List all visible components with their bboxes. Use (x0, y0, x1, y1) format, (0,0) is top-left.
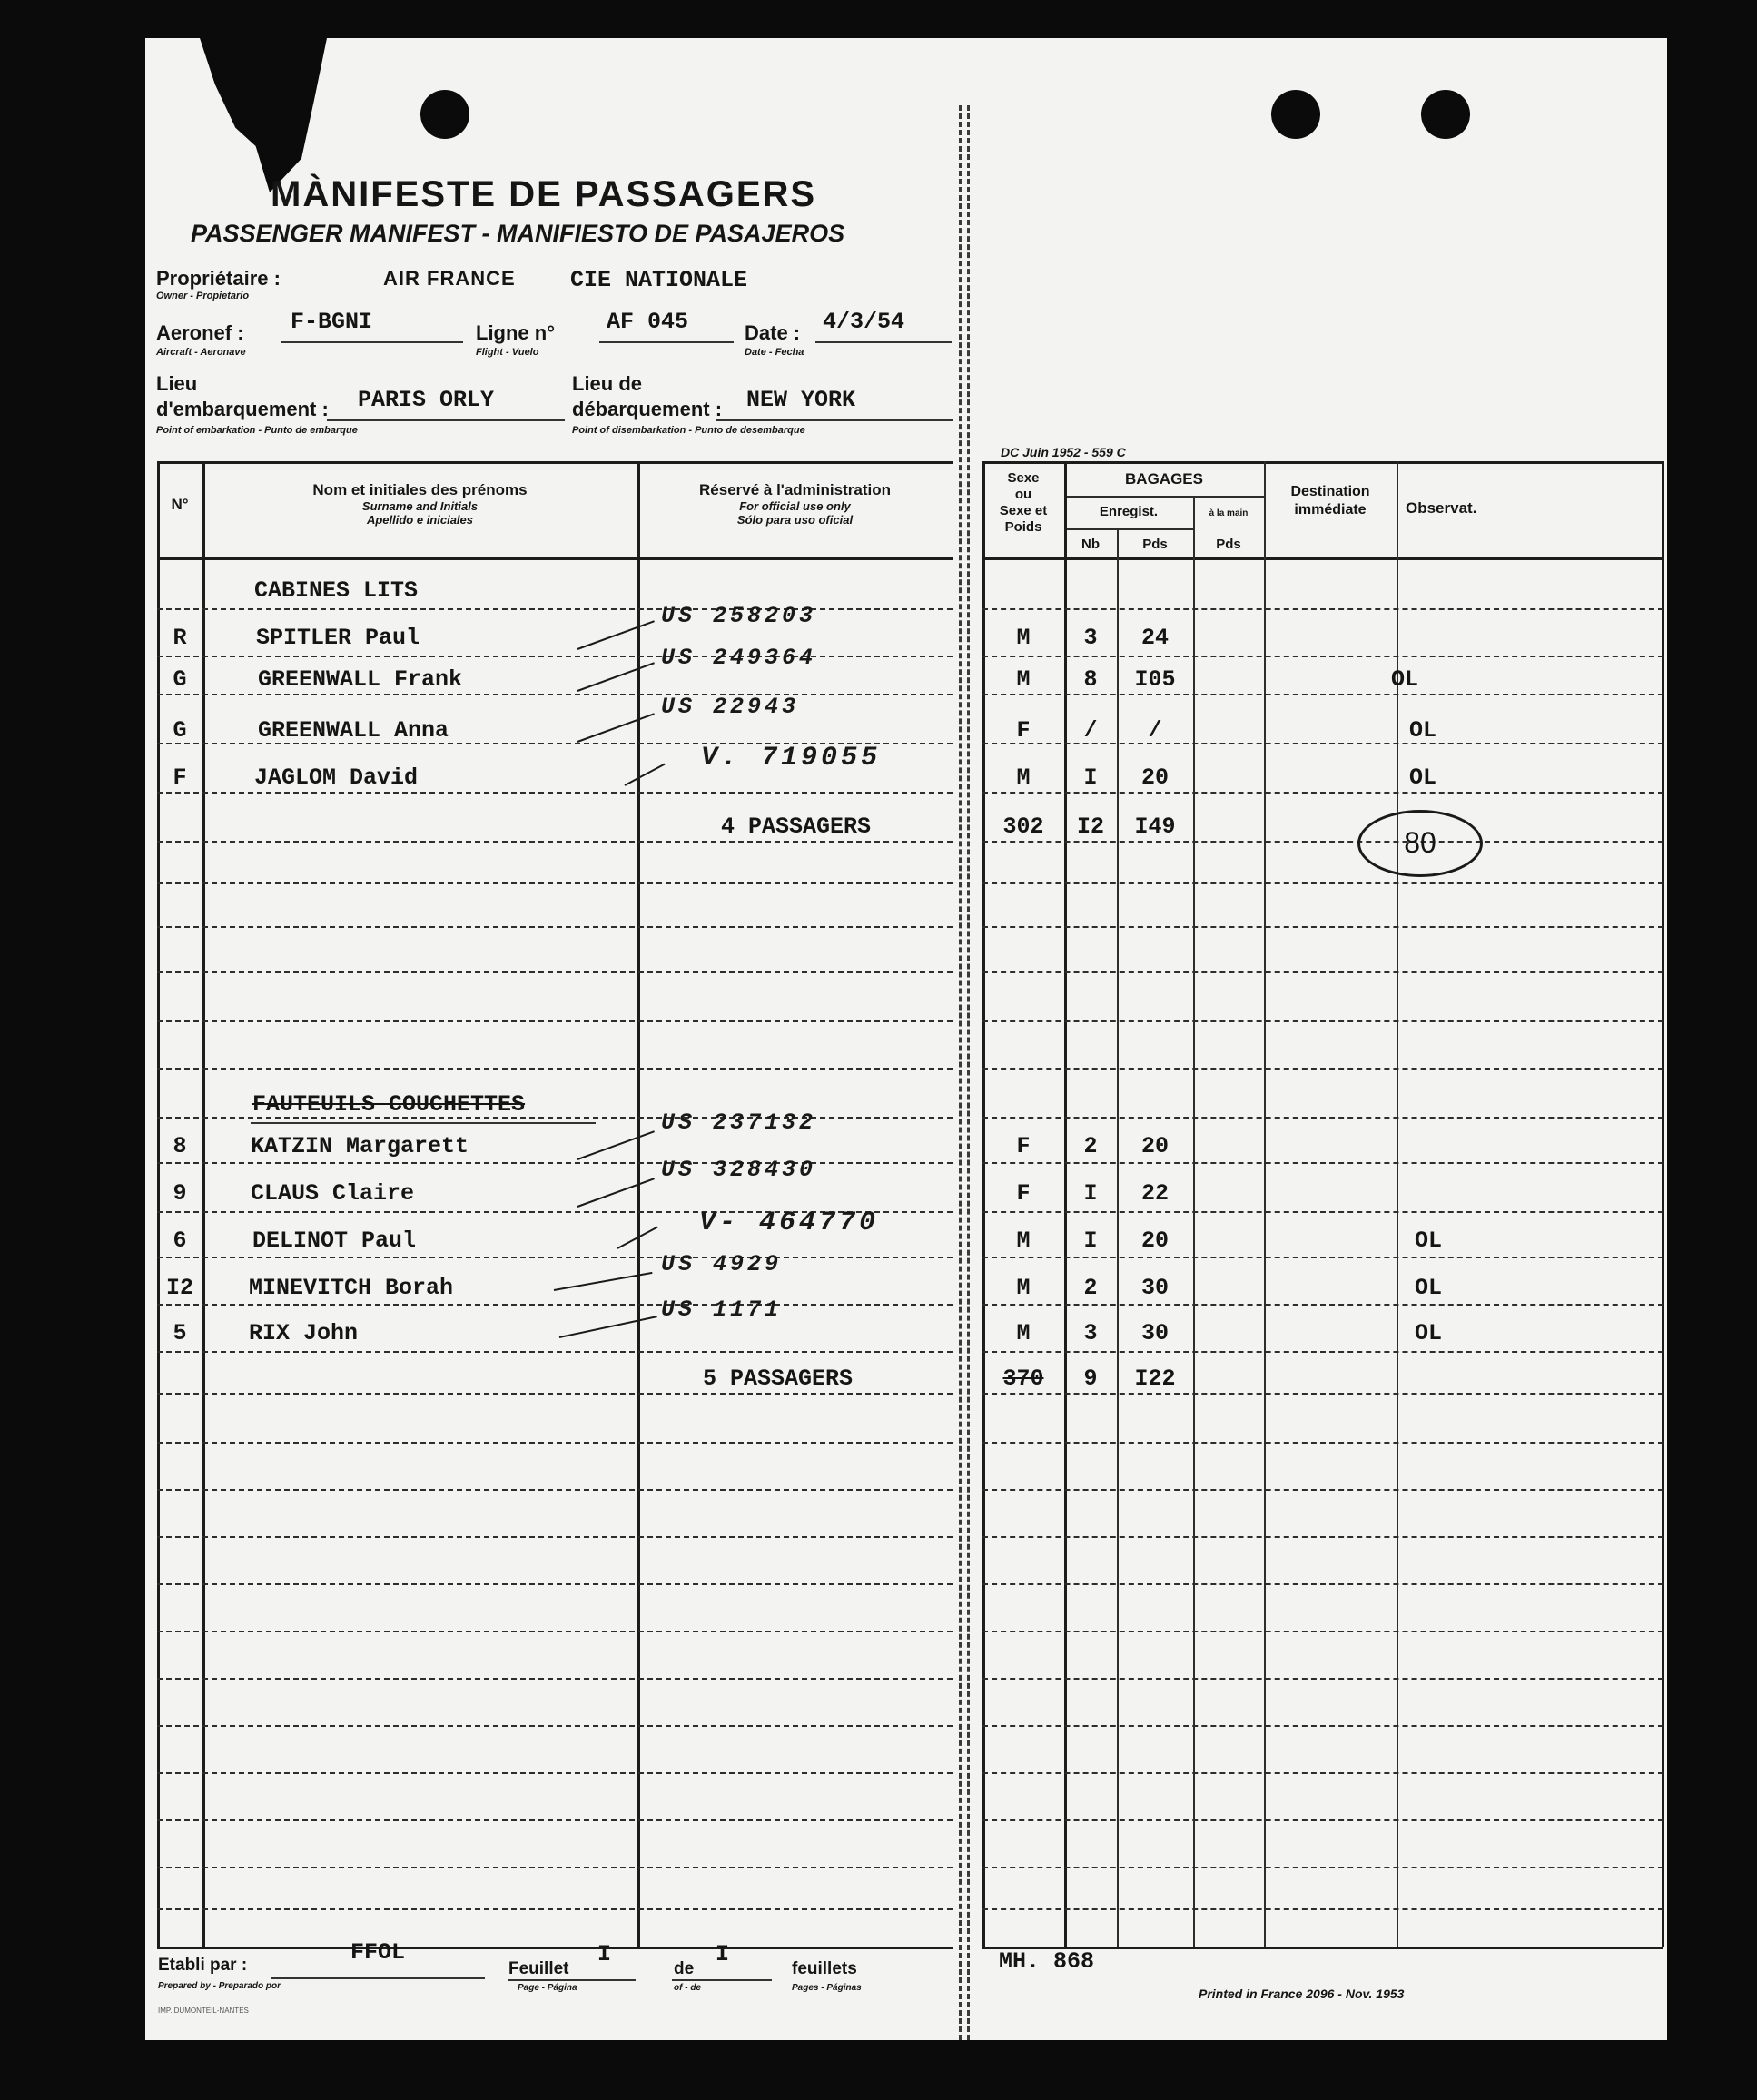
feuillet-value: I (597, 1941, 612, 1967)
proprietaire-sub: Owner - Propietario (156, 291, 250, 301)
section-heading-underline (251, 1122, 596, 1124)
feuillets-sub: Pages - Páginas (792, 1983, 862, 1993)
de-underline (672, 1979, 772, 1981)
col-sexe: Sexe ou Sexe et Poids (999, 470, 1048, 535)
punch-hole (420, 90, 469, 139)
debarquement-label-2: débarquement : (572, 398, 723, 420)
fold-line (959, 105, 970, 2040)
date-sub: Date - Fecha (745, 347, 804, 358)
aeronef-sub: Aircraft - Aeronave (156, 347, 246, 358)
proprietaire-label: Propriétaire : (156, 267, 281, 290)
feuillet-sub: Page - Página (518, 1983, 577, 1993)
col-main-pds: Pds (1216, 537, 1241, 552)
ligne-sub: Flight - Vuelo (476, 347, 539, 358)
date-label: Date : (745, 321, 801, 344)
aeronef-underline (281, 341, 463, 343)
date-underline (815, 341, 952, 343)
embarquement-label-1: Lieu (156, 372, 198, 395)
embarquement-value: PARIS ORLY (358, 387, 495, 413)
manifest-title: MÀNIFESTE DE PASSAGERS (271, 174, 817, 214)
proprietaire-value: AIR FRANCE (383, 267, 516, 290)
de-value: I (716, 1941, 730, 1967)
debarquement-label-1: Lieu de (572, 372, 643, 395)
col-name: Nom et initiales des prénoms Surname and Initials Apellido e iniciales (312, 481, 528, 527)
proprietaire-typed: CIE NATIONALE (570, 267, 748, 293)
de-label: de (674, 1959, 695, 1978)
etabli-underline (271, 1977, 485, 1979)
ligne-underline (599, 341, 734, 343)
aeronef-label: Aeronef : (156, 321, 244, 344)
section-heading: FAUTEUILS COUCHETTES (252, 1091, 526, 1118)
mh-number: MH. 868 (999, 1948, 1095, 1975)
manifest-subtitle: PASSENGER MANIFEST - MANIFIESTO DE PASAJEROS (191, 220, 845, 247)
feuillet-underline (508, 1979, 636, 1981)
date-value: 4/3/54 (823, 309, 905, 335)
punch-hole (1271, 90, 1320, 139)
col-pds: Pds (1142, 537, 1168, 552)
circled-total: 80 (1357, 810, 1483, 877)
col-observ: Observat. (1406, 499, 1477, 517)
ligne-value: AF 045 (607, 309, 689, 335)
col-admin: Réservé à l'administration For official use only Sólo para uso oficial (699, 481, 891, 527)
aeronef-value: F-BGNI (291, 309, 373, 335)
col-destination: Destination immédiate (1290, 484, 1370, 518)
feuillets-label: feuillets (792, 1959, 857, 1978)
manifest-sheet: MÀNIFESTE DE PASSAGERS PASSENGER MANIFEST - MANIFIESTO DE PASAJEROS Propriétaire : Owner - Propietario AIR FRANCE CIE NATIONALE Aeronef : Aircraft - Aeronave F-BGNI Ligne n° Flight - Vuelo AF 045 Date : Date - Fecha 4/3/54 Lieu d'embarquement : Point of embarkation - Punto de embarque PARIS ORLY Lieu de débarquement : Point of disembarkation - Punto de desembarque NEW YORK DC Juin 1952 - 559 C N° Nom et initiales des prénoms Surname and Initials Apellido e iniciales Réservé à l'administration For official use only Sólo para uso oficial Sexe ou Sexe et Poids BAGAGES Enregist. Nb Pds à la main Pds Destination immédiate Observat. CABINES LITS R SPITLER Paul US 258203 M 3 24 G GREENWALL Frank US 249364 M 8 I05 OL G GREENWALL Anna US 22943 F / / OL F JAGLOM David V. 719055 M I 20 OL 4 PASSAGERS 302 I2 I49 80 FAUTEUILS COUCHETTES 8 KATZIN Margarett US 237132 F 2 20 9 CLAUS Claire US 328430 F I 22 6 DELINOT Paul V- 464770 M I 20 OL I2 MINEVITCH Borah US 4929 M 2 30 OL 5 RIX John US 1171 M 3 30 OL 5 PASSAGERS 370 9 I22 Etabli par : Prepared by - Preparado por FFOL Feuillet Page - Página I de of - de I feuillets Pages - Páginas MH. 868 Printed in France 2096 - Nov. 1953 IMP. DUMONTEIL-NANTES (145, 38, 1667, 2040)
debarquement-underline (716, 419, 953, 421)
punch-hole (1421, 90, 1470, 139)
col-no: N° (171, 496, 189, 513)
col-nb: Nb (1081, 537, 1100, 552)
debarquement-sub: Point of disembarkation - Punto de desembarque (572, 425, 805, 436)
ligne-label: Ligne n° (476, 321, 556, 344)
embarquement-underline (327, 419, 565, 421)
section-heading: CABINES LITS (254, 577, 419, 604)
etabli-label: Etabli par : (158, 1956, 248, 1975)
printed-note: Printed in France 2096 - Nov. 1953 (1199, 1987, 1405, 2001)
embarquement-sub: Point of embarkation - Punto de embarque (156, 425, 358, 436)
col-bagages: BAGAGES (1125, 470, 1203, 488)
debarquement-value: NEW YORK (746, 387, 856, 413)
embarquement-label-2: d'embarquement : (156, 398, 329, 420)
torn-corner (200, 38, 327, 192)
form-code: DC Juin 1952 - 559 C (1001, 445, 1126, 459)
col-enregist: Enregist. (1099, 504, 1159, 519)
printer-imprint: IMP. DUMONTEIL-NANTES (158, 2006, 249, 2015)
feuillet-label: Feuillet (508, 1959, 569, 1978)
de-sub: of - de (674, 1983, 701, 1993)
etabli-value: FFOL (350, 1939, 406, 1966)
etabli-sub: Prepared by - Preparado por (158, 1981, 281, 1991)
col-main: à la main (1209, 508, 1249, 518)
